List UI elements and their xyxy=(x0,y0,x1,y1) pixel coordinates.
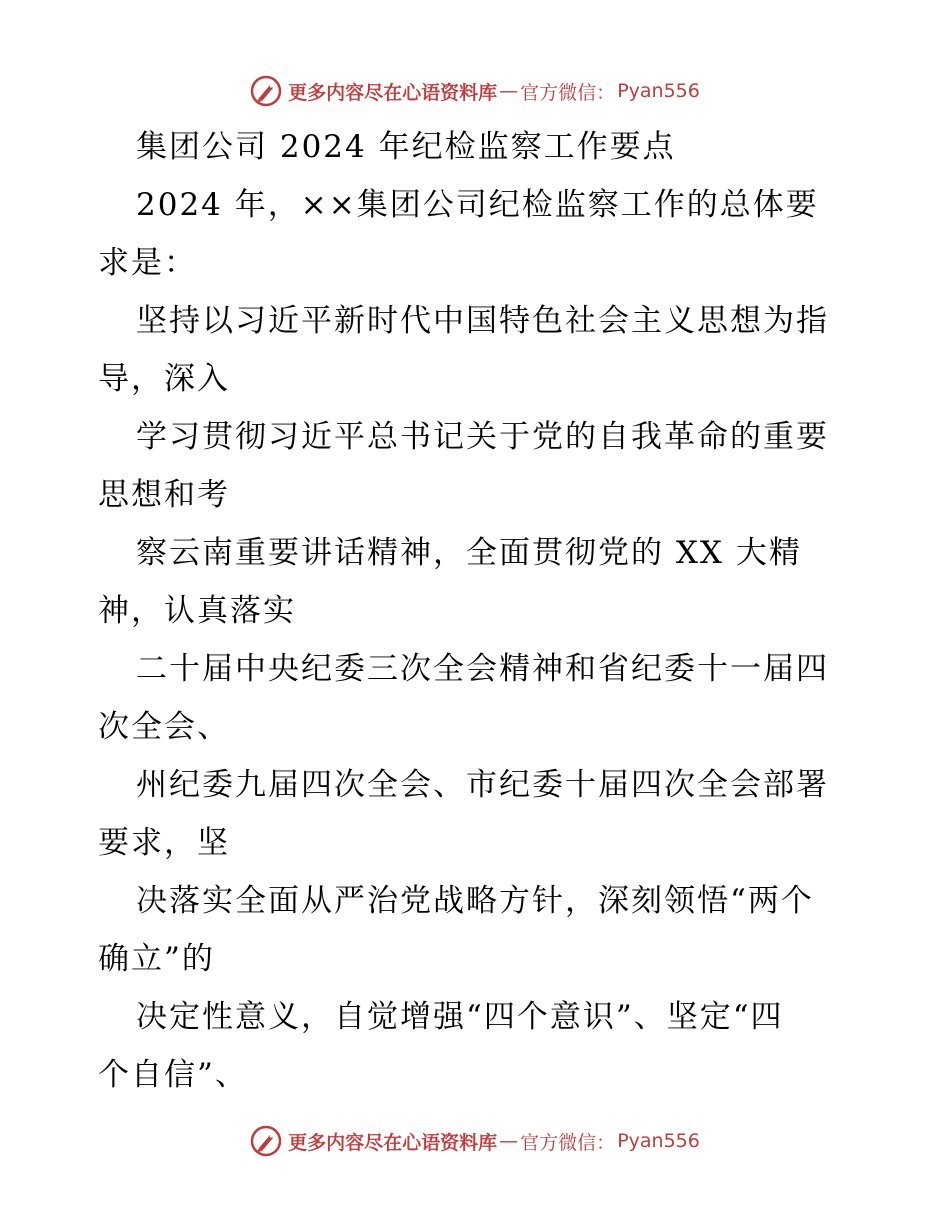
watermark-slogan: 更多内容尽在心语资料库 xyxy=(288,1131,498,1154)
watermark-banner-bottom xyxy=(0,1121,950,1161)
watermark-slogan: 更多内容尽在心语资料库 xyxy=(288,81,498,104)
watermark-wechat-label: 官方微信： xyxy=(520,1131,616,1154)
pen-logo-icon xyxy=(250,1125,282,1157)
paragraph-line: 思想和考 xyxy=(98,477,230,513)
document-body xyxy=(98,118,858,1104)
paragraph-line: 坚持以习近平新时代中国特色社会主义思想为指 xyxy=(136,303,829,339)
watermark-separator: — xyxy=(499,80,519,102)
paragraph-line: 次全会、 xyxy=(98,709,230,745)
paragraph-line: 察云南重要讲话精神，全面贯彻党的 XX 大精 xyxy=(136,535,802,571)
paragraph-line: 求是： xyxy=(98,245,197,281)
paragraph-line: 个自信”、 xyxy=(98,1057,248,1093)
paragraph-line: 2024 年，××集团公司纪检监察工作的总体要 xyxy=(136,187,819,223)
paragraph-line: 州纪委九届四次全会、市纪委十届四次全会部署 xyxy=(136,767,829,803)
document-title: 集团公司 2024 年纪检监察工作要点 xyxy=(136,129,676,165)
watermark-banner-top xyxy=(0,71,950,111)
watermark-separator: — xyxy=(499,1130,519,1152)
watermark-wechat-id: Pyan556 xyxy=(617,1130,700,1152)
paragraph-line: 确立”的 xyxy=(98,941,215,977)
watermark-wechat-id: Pyan556 xyxy=(617,80,700,102)
paragraph-line: 决定性意义，自觉增强“四个意识”、坚定“四 xyxy=(136,999,784,1035)
paragraph-line: 导，深入 xyxy=(98,361,230,397)
pen-logo-icon xyxy=(250,75,282,107)
paragraph-line: 神，认真落实 xyxy=(98,593,296,629)
watermark-wechat-label: 官方微信： xyxy=(520,81,616,104)
paragraph-line: 学习贯彻习近平总书记关于党的自我革命的重要 xyxy=(136,419,829,455)
paragraph-line: 决落实全面从严治党战略方针，深刻领悟“两个 xyxy=(136,883,814,919)
paragraph-line: 二十届中央纪委三次全会精神和省纪委十一届四 xyxy=(136,651,829,687)
paragraph-line: 要求，坚 xyxy=(98,825,230,861)
